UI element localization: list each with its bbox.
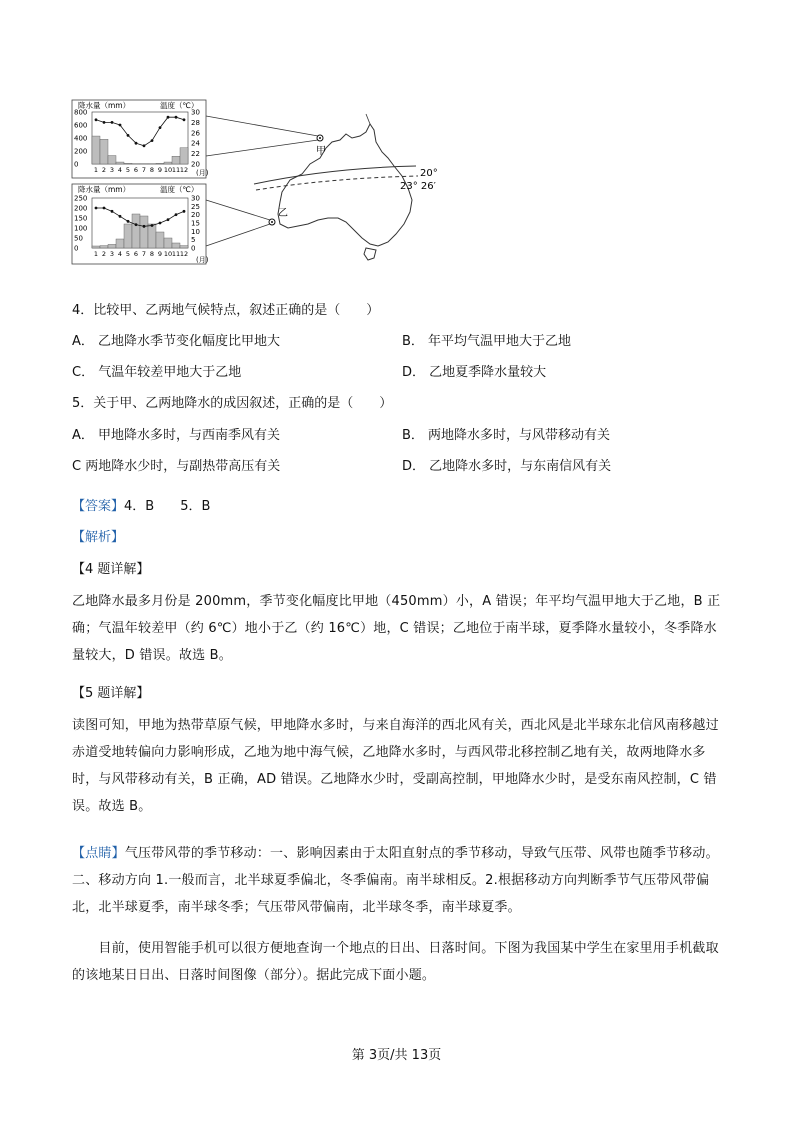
tip-label: 【点睛】 xyxy=(72,846,125,861)
climate-figure xyxy=(70,96,470,268)
yi-left-tick: 100 xyxy=(74,224,88,233)
yi-left-tick: 50 xyxy=(74,234,83,243)
yi-temp-point xyxy=(183,210,186,213)
q4-option-d: D． 乙地夏季降水量较大 xyxy=(402,365,547,380)
yi-month-label: 7 xyxy=(141,250,147,258)
jia-ylabel-right: 温度（℃） xyxy=(160,101,199,110)
q5-option-b: B． 两地降水多时，与风带移动有关 xyxy=(402,428,611,443)
jia-month-label: 7 xyxy=(141,166,147,174)
yi-month-label: 3 xyxy=(109,250,115,258)
jia-month-label: 5 xyxy=(125,166,131,174)
jia-month-label: 8 xyxy=(149,166,155,174)
yi-precip-bar xyxy=(156,232,164,248)
jia-temp-point xyxy=(167,116,170,119)
jia-precip-bar xyxy=(100,139,108,164)
yi-precip-bar xyxy=(148,224,156,248)
yi-right-tick: 5 xyxy=(191,236,196,245)
yi-month-label: 8 xyxy=(149,250,155,258)
jia-right-tick: 22 xyxy=(191,150,200,159)
q4-option-b: B． 年平均气温甲地大于乙地 xyxy=(402,334,572,349)
yi-temp-point xyxy=(111,210,114,213)
yi-temp-point xyxy=(159,222,162,225)
q5-stem: 5．关于甲、乙两地降水的成因叙述，正确的是（ ） xyxy=(72,396,393,411)
yi-precip-bar xyxy=(164,238,172,248)
jia-left-tick: 0 xyxy=(74,160,79,169)
jia-left-tick: 400 xyxy=(74,134,88,143)
jia-temp-point xyxy=(119,124,122,127)
jia-temp-point xyxy=(135,142,138,145)
yi-right-tick: 0 xyxy=(191,244,196,253)
yi-precip-bar xyxy=(172,243,180,248)
jia-temp-point xyxy=(183,118,186,121)
yi-month-label: 2 xyxy=(101,250,107,258)
australia-map xyxy=(254,114,438,260)
jia-left-tick: 600 xyxy=(74,121,88,130)
q4-detail-label: 【4 题详解】 xyxy=(72,562,150,577)
yi-left-tick: 150 xyxy=(74,214,88,223)
climate-chart-jia xyxy=(72,100,209,178)
jia-precip-bar xyxy=(116,162,124,164)
tip-text: 气压带风带的季节移动：一、影响因素由于太阳直射点的季节移动，导致气压带、风带也随季节移动。二、移动方向 1.一般而言，北半球夏季偏北，冬季偏南。南半球相反。2.根据移动方向判断季节气压带风带偏北，北半球夏季，南半球冬季；气压带风带偏南，北半球冬季，南半球夏季。 xyxy=(72,846,719,915)
jia-precip-bar xyxy=(172,156,180,164)
jia-month-label: 3 xyxy=(109,166,115,174)
answer-line xyxy=(72,497,210,517)
answer-label: 【答案】 xyxy=(72,499,125,514)
jia-month-label: 6 xyxy=(133,166,139,174)
label-jia: 甲 xyxy=(316,146,326,157)
yi-month-unit: (月) xyxy=(196,256,209,264)
jia-precip-bar xyxy=(92,136,100,164)
jia-month-label: 1 xyxy=(93,166,99,174)
jia-month-label: 2 xyxy=(101,166,107,174)
yi-temp-point xyxy=(175,213,178,216)
yi-temp-point xyxy=(151,224,154,227)
yi-temp-point xyxy=(127,220,130,223)
yi-month-label: 10 xyxy=(163,250,173,258)
jia-precip-bar xyxy=(156,163,164,164)
yi-precip-bar xyxy=(140,216,148,248)
jia-month-unit: (月) xyxy=(196,169,209,177)
jia-temp-point xyxy=(159,126,162,129)
yi-month-label: 6 xyxy=(133,250,139,258)
yi-left-tick: 0 xyxy=(74,244,79,253)
yi-precip-bar xyxy=(132,214,140,248)
q5-detail-text: 读图可知，甲地为热带草原气候，甲地降水多时，与来自海洋的西北风有关，西北风是北半球东北信风南移越过赤道受地转偏向力影响形成，乙地为地中海气候，乙地降水多时，与西风带北移控制乙地有关，故两地降水多时，与风带移动有关，B 正确，AD 错误。乙地降水少时，受副高控制，甲地降水少时，是受东南风控制，C 错误。故选 B。 xyxy=(72,718,719,814)
yi-temp-point xyxy=(119,215,122,218)
leader-line-yi xyxy=(206,200,270,220)
yi-left-tick: 250 xyxy=(74,194,88,203)
yi-month-label: 1 xyxy=(93,250,99,258)
yi-precip-bar xyxy=(124,224,132,248)
label-lat-20: 20° xyxy=(420,168,438,179)
leader-line-yi-2 xyxy=(206,224,270,246)
yi-right-tick: 20 xyxy=(191,211,200,220)
jia-temp-point xyxy=(143,144,146,147)
yi-right-tick: 25 xyxy=(191,202,200,211)
jia-temp-point xyxy=(111,121,114,124)
jia-month-label: 10 xyxy=(163,166,173,174)
next-question-intro: 目前，使用智能手机可以很方便地查询一个地点的日出、日落时间。下图为我国某中学生在家里用手机截取的该地某日日出、日落时间图像（部分）。据此完成下面小题。 xyxy=(72,941,719,983)
q4-option-a: A． 乙地降水季节变化幅度比甲地大 xyxy=(72,334,281,349)
q5-detail-label: 【5 题详解】 xyxy=(72,686,150,701)
jia-month-label: 9 xyxy=(157,166,163,174)
jia-right-tick: 26 xyxy=(191,129,200,138)
yi-month-label: 11 xyxy=(171,250,181,258)
q4-stem: 4．比较甲、乙两地气候特点，叙述正确的是（ ） xyxy=(72,303,380,318)
jia-temp-point xyxy=(103,121,106,124)
q5-option-a: A． 甲地降水多时，与西南季风有关 xyxy=(72,428,281,443)
yi-temp-point xyxy=(135,223,138,226)
yi-ylabel-left: 降水量（mm） xyxy=(78,185,131,194)
jia-ylabel-left: 降水量（mm） xyxy=(78,101,131,110)
climate-chart-yi xyxy=(72,184,209,264)
jia-month-label: 11 xyxy=(171,166,181,174)
analysis-label: 【解析】 xyxy=(72,530,125,545)
jia-precip-bar xyxy=(124,163,132,164)
yi-left-tick: 200 xyxy=(74,204,88,213)
q5-option-d: D． 乙地降水多时，与东南信风有关 xyxy=(402,459,612,474)
jia-precip-bar xyxy=(108,156,116,164)
label-yi: 乙 xyxy=(278,208,288,219)
jia-right-tick: 30 xyxy=(191,108,200,117)
jia-precip-bar xyxy=(164,162,172,164)
q4-detail-text: 乙地降水最多月份是 200mm，季节变化幅度比甲地（450mm）小，A 错误；年平均气温甲地大于乙地，B 正确；气温年较差甲（约 6℃）地小于乙（约 16℃）地，C 错误；乙地位于南半球，夏季降水量较小，冬季降水量较大，D 错误。故选 B。 xyxy=(72,594,721,663)
tip-block xyxy=(72,840,722,921)
jia-temp-point xyxy=(127,134,130,137)
jia-month-label: 4 xyxy=(117,166,123,174)
jia-right-tick: 24 xyxy=(191,139,200,148)
yi-precip-bar xyxy=(92,246,100,248)
q5-option-c: C 两地降水少时，与副热带高压有关 xyxy=(72,459,281,474)
yi-precip-bar xyxy=(116,239,124,248)
jia-precip-bar xyxy=(180,148,188,164)
yi-right-tick: 15 xyxy=(191,219,200,228)
page-footer: 第 3页/共 13页 xyxy=(351,1048,442,1063)
yi-temp-point xyxy=(103,207,106,210)
leader-line-jia-2 xyxy=(206,140,318,156)
jia-temp-point xyxy=(151,139,154,142)
yi-precip-bar xyxy=(180,246,188,248)
jia-month-label: 12 xyxy=(179,166,189,174)
jia-right-tick: 28 xyxy=(191,118,200,127)
jia-right-tick: 20 xyxy=(191,160,200,169)
yi-precip-bar xyxy=(108,244,116,248)
yi-temp-point xyxy=(95,207,98,210)
jia-temp-point xyxy=(95,118,98,121)
yi-right-tick: 30 xyxy=(191,194,200,203)
label-tropic: 23° 26′ xyxy=(400,181,436,192)
yi-temp-point xyxy=(167,218,170,221)
yi-temp-point xyxy=(143,225,146,228)
yi-month-label: 4 xyxy=(117,250,123,258)
leader-line-jia xyxy=(206,116,318,136)
yi-month-label: 9 xyxy=(157,250,163,258)
yi-precip-bar xyxy=(100,246,108,248)
jia-left-tick: 200 xyxy=(74,147,88,156)
jia-temp-point xyxy=(175,116,178,119)
yi-month-label: 5 xyxy=(125,250,131,258)
q4-option-c: C． 气温年较差甲地大于乙地 xyxy=(72,365,242,380)
yi-month-label: 12 xyxy=(179,250,189,258)
answer-text: 4．B 5．B xyxy=(124,499,211,514)
jia-left-tick: 800 xyxy=(74,108,88,117)
yi-ylabel-right: 温度（℃） xyxy=(160,185,199,194)
yi-right-tick: 10 xyxy=(191,227,200,236)
